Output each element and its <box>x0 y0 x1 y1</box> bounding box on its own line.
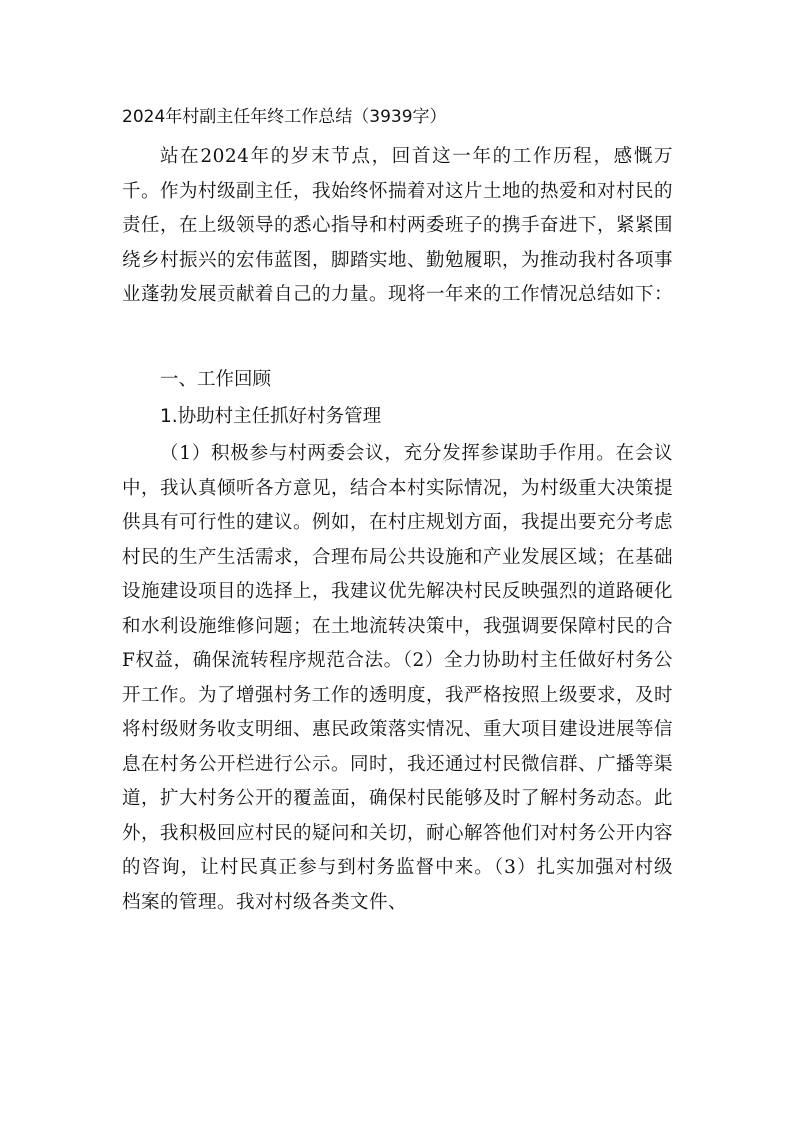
document-title: 2024年村副主任年终工作总结（3939字） <box>122 107 447 127</box>
subsection-body-paragraph: （1）积极参与村两委会议，充分发挥参谋助手作用。在会议中，我认真倾听各方意见，结合本村实际情况，为村级重大决策提供具有可行性的建议。例如，在村庄规划方面，我提出要充分考虑村民的生产生活需求，合理布局公共设施和产业发展区域；在基础设施建设项目的选择上，我建议优先解决村民反映强烈的道路硬化和水利设施维修问题；在土地流转决策中，我强调要保障村民的合F权益，确保流转程序规范合法。（2）全力协助村主任做好村务公开工作。为了增强村务工作的透明度，我严格按照上级要求，及时将村级财务收支明细、惠民政策落实情况、重大项目建设进展等信息在村务公开栏进行公示。同时，我还通过村民微信群、广播等渠道，扩大村务公开的覆盖面，确保村民能够及时了解村务动态。此外，我积极回应村民的疑问和关切，耐心解答他们对村务公开内容的咨询，让村民真正参与到村务监督中来。（3）扎实加强对村级档案的管理。我对村级各类文件、 <box>122 443 674 913</box>
section-heading-work-review: 一、工作回顾 <box>160 369 272 390</box>
intro-paragraph: 站在2024年的岁末节点，回首这一年的工作历程，感慨万千。作为村级副主任，我始终怀揣着对这片土地的热爱和对村民的责任，在上级领导的悉心指导和村两委班子的携手奋进下，紧紧围绕乡村振兴的宏伟蓝图，脚踏实地、勤勉履职，为推动我村各项事业蓬勃发展贡献着自己的力量。现将一年来的工作情况总结如下： <box>122 146 674 305</box>
subsection-heading-village-affairs: 1.协助村主任抓好村务管理 <box>160 406 382 427</box>
